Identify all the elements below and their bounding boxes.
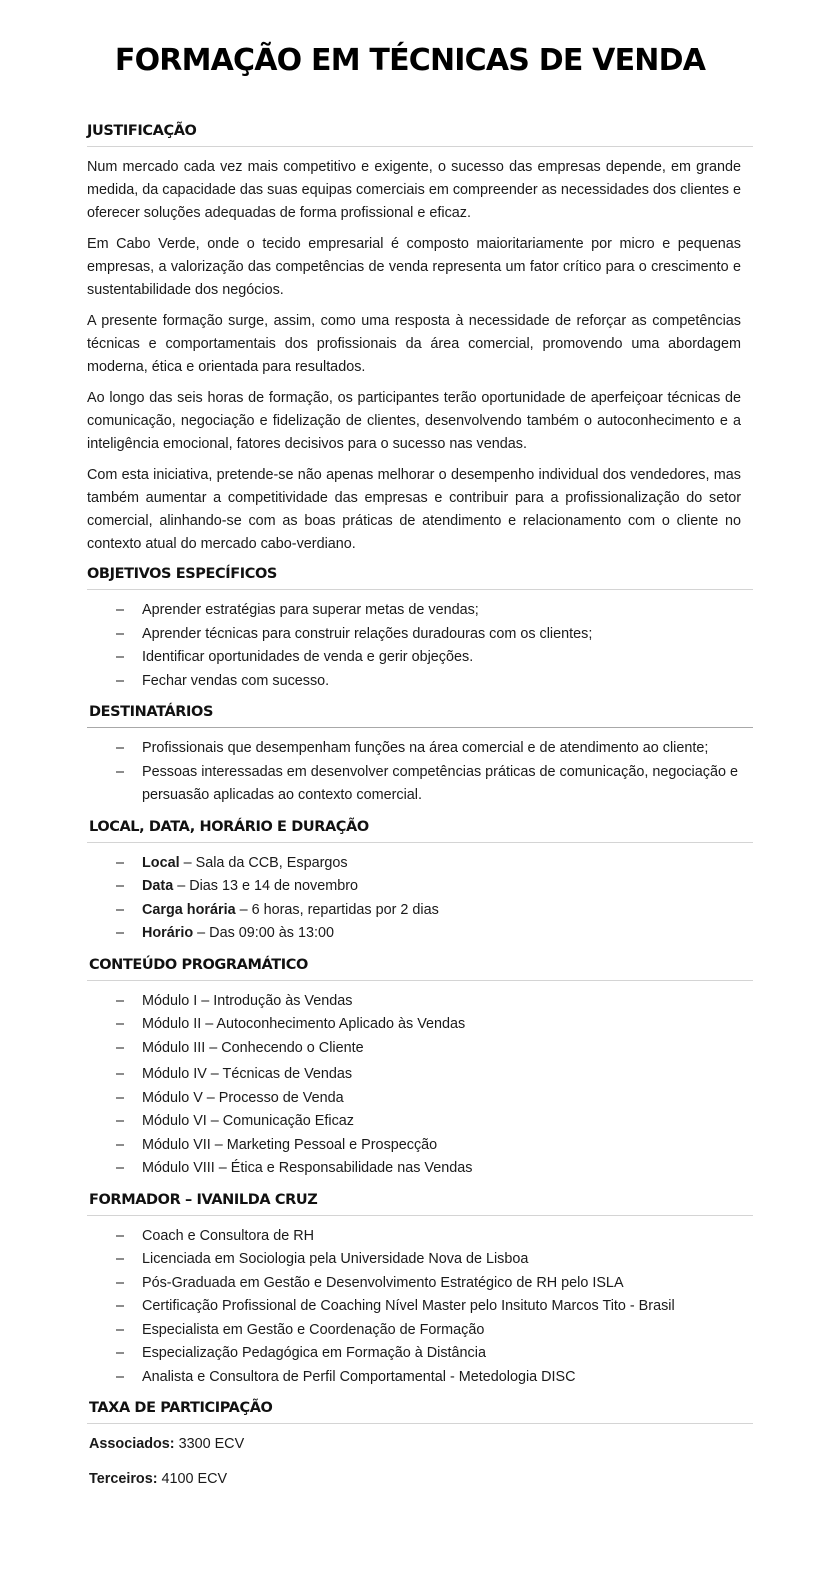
item-label: Horário bbox=[142, 925, 194, 941]
dash-bullet-icon: – bbox=[116, 854, 125, 871]
item-value: – Das 09:00 às 13:00 bbox=[193, 925, 334, 941]
section-justificacao bbox=[87, 121, 753, 556]
section-heading-local: LOCAL, DATA, HORÁRIO E DURAÇÃO bbox=[87, 817, 753, 843]
dash-bullet-icon: – bbox=[116, 1251, 125, 1267]
list-item bbox=[87, 1366, 747, 1390]
dash-bullet-icon: – bbox=[116, 649, 125, 665]
fee-label: Associados: bbox=[89, 1436, 175, 1452]
dash-bullet-icon: – bbox=[116, 672, 125, 689]
section-heading-objetivos: OBJETIVOS ESPECÍFICOS bbox=[87, 564, 753, 590]
dash-bullet-icon: – bbox=[116, 1298, 125, 1314]
list-item bbox=[87, 1110, 747, 1134]
section-local bbox=[87, 817, 753, 946]
fee-label: Terceiros: bbox=[89, 1471, 158, 1487]
dash-bullet-icon: – bbox=[116, 1039, 125, 1056]
item-value: – Dias 13 e 14 de novembro bbox=[173, 878, 358, 894]
paragraph: A presente formação surge, assim, como uma resposta à necessidade de reforçar as competências técnicas e comportamentais dos profissionais da área comercial, promovendo uma abordagem moderna, ética e orientada para resultados. bbox=[87, 313, 741, 375]
dash-bullet-icon: – bbox=[116, 740, 125, 756]
document-title: FORMAÇÃO EM TÉCNICAS DE VENDA bbox=[114, 43, 706, 78]
list-item bbox=[87, 1272, 747, 1296]
list-item bbox=[87, 737, 747, 761]
section-destinatarios bbox=[87, 702, 753, 808]
section-formador bbox=[87, 1190, 753, 1390]
section-heading-justificacao: JUSTIFICAÇÃO bbox=[87, 121, 753, 147]
local-list bbox=[87, 852, 753, 946]
list-item-text: Especialista em Gestão e Coordenação de Formação bbox=[142, 1321, 485, 1338]
list-item-text: Pós-Graduada em Gestão e Desenvolvimento Estratégico de RH pelo ISLA bbox=[142, 1274, 624, 1291]
list-item-text: Pessoas interessadas em desenvolver competências práticas de comunicação, negociação e persuasão aplicadas ao contexto comercial. bbox=[142, 763, 738, 803]
list-item bbox=[87, 1248, 747, 1272]
list-item bbox=[87, 646, 747, 670]
list-item-text: Aprender estratégias para superar metas de vendas; bbox=[142, 602, 479, 618]
item-value: – 6 horas, repartidas por 2 dias bbox=[235, 901, 439, 918]
list-item-text: Módulo III – Conhecendo o Cliente bbox=[142, 1039, 364, 1056]
item-label: Data bbox=[142, 878, 174, 894]
dash-bullet-icon: – bbox=[116, 878, 125, 894]
item-value: – Sala da CCB, Espargos bbox=[179, 854, 348, 871]
fee-value: 3300 ECV bbox=[174, 1436, 245, 1452]
dash-bullet-icon: – bbox=[116, 1274, 125, 1291]
dash-bullet-icon: – bbox=[116, 1016, 125, 1032]
list-item bbox=[87, 990, 747, 1014]
section-conteudo bbox=[87, 955, 753, 1181]
list-item-text: Módulo I – Introdução às Vendas bbox=[142, 992, 353, 1009]
dash-bullet-icon: – bbox=[116, 1368, 125, 1385]
list-item-text: Módulo II – Autoconhecimento Aplicado às Vendas bbox=[142, 1016, 466, 1032]
item-label: Carga horária bbox=[142, 901, 236, 918]
list-item bbox=[87, 1319, 747, 1343]
item-label: Local bbox=[142, 854, 180, 871]
dash-bullet-icon: – bbox=[116, 1321, 125, 1338]
conteudo-list bbox=[87, 990, 753, 1181]
section-heading-conteudo: CONTEÚDO PROGRAMÁTICO bbox=[87, 955, 753, 981]
list-item-text: Identificar oportunidades de venda e gerir objeções. bbox=[142, 649, 474, 665]
section-heading-destinatarios: DESTINATÁRIOS bbox=[87, 702, 753, 728]
list-item bbox=[87, 1225, 747, 1249]
list-item-text: Analista e Consultora de Perfil Comportamental - Metedologia DISC bbox=[142, 1368, 576, 1385]
section-objetivos bbox=[87, 564, 753, 693]
destinatarios-list bbox=[87, 737, 753, 808]
dash-bullet-icon: – bbox=[116, 925, 125, 941]
section-heading-formador: FORMADOR – IVANILDA CRUZ bbox=[87, 1190, 753, 1216]
dash-bullet-icon: – bbox=[116, 1066, 125, 1082]
list-item bbox=[87, 1157, 747, 1181]
list-item bbox=[87, 1037, 747, 1061]
list-item-text: Licenciada em Sociologia pela Universidade Nova de Lisboa bbox=[142, 1251, 529, 1267]
dash-bullet-icon: – bbox=[116, 1136, 125, 1153]
list-item bbox=[87, 1063, 747, 1087]
list-item bbox=[87, 670, 747, 694]
dash-bullet-icon: – bbox=[116, 763, 125, 780]
objetivos-list bbox=[87, 599, 753, 693]
list-item bbox=[87, 1295, 747, 1319]
dash-bullet-icon: – bbox=[116, 1113, 125, 1129]
dash-bullet-icon: – bbox=[116, 1345, 125, 1361]
list-item bbox=[87, 1134, 747, 1158]
dash-bullet-icon: – bbox=[116, 1227, 125, 1244]
section-heading-taxa: TAXA DE PARTICIPAÇÃO bbox=[87, 1398, 753, 1424]
list-item-text: Especialização Pedagógica em Formação à Distância bbox=[142, 1345, 486, 1361]
dash-bullet-icon: – bbox=[116, 1160, 125, 1176]
list-item bbox=[87, 599, 747, 623]
fee-terceiros bbox=[87, 1468, 753, 1491]
dash-bullet-icon: – bbox=[116, 625, 125, 642]
dash-bullet-icon: – bbox=[116, 1089, 125, 1106]
list-item bbox=[87, 1342, 747, 1366]
list-item bbox=[87, 852, 747, 876]
formador-list bbox=[87, 1225, 753, 1390]
list-item bbox=[87, 623, 747, 647]
list-item bbox=[87, 761, 747, 808]
paragraph: Ao longo das seis horas de formação, os participantes terão oportunidade de aperfeiçoar técnicas de comunicação, negociação e fidelização de clientes, desenvolvendo também o autoconhecimento e a inteligência emocional, fatores decisivos para o sucesso nas vendas. bbox=[87, 390, 741, 452]
list-item-text: Módulo VI – Comunicação Eficaz bbox=[142, 1113, 354, 1129]
paragraph: Em Cabo Verde, onde o tecido empresarial é composto maioritariamente por micro e pequenas empresas, a valorização das competências de venda representa um fator crítico para o crescimento e sustentabilidade dos negócios. bbox=[87, 236, 741, 298]
list-item-text: Coach e Consultora de RH bbox=[142, 1227, 314, 1244]
list-item-text: Fechar vendas com sucesso. bbox=[142, 672, 330, 689]
paragraph: Num mercado cada vez mais competitivo e exigente, o sucesso das empresas depende, em grande medida, da capacidade das suas equipas comerciais em compreender as necessidades dos clientes e oferecer soluções adequadas de forma profissional e eficaz. bbox=[87, 159, 741, 221]
dash-bullet-icon: – bbox=[116, 992, 125, 1009]
list-item-text: Certificação Profissional de Coaching Nível Master pelo Insituto Marcos Tito - Brasil bbox=[142, 1298, 675, 1314]
list-item bbox=[87, 899, 747, 923]
fee-value: 4100 ECV bbox=[157, 1471, 228, 1487]
list-item-text: Módulo VIII – Ética e Responsabilidade nas Vendas bbox=[142, 1160, 473, 1176]
list-item-text: Profissionais que desempenham funções na área comercial e de atendimento ao cliente; bbox=[142, 740, 709, 756]
list-item bbox=[87, 1087, 747, 1111]
dash-bullet-icon: – bbox=[116, 901, 125, 918]
list-item bbox=[87, 875, 747, 899]
dash-bullet-icon: – bbox=[116, 602, 125, 618]
list-item bbox=[87, 1013, 747, 1037]
section-taxa bbox=[87, 1398, 753, 1491]
paragraph: Com esta iniciativa, pretende-se não apenas melhorar o desempenho individual dos vendedores, mas também aumentar a competitividade das empresas e contribuir para a profissionalização do setor comercial, alinhando-se com as boas práticas de atendimento e relacionamento com o cliente no contexto atual do mercado cabo-verdiano. bbox=[87, 467, 741, 552]
list-item-text: Aprender técnicas para construir relações duradouras com os clientes; bbox=[142, 625, 593, 642]
list-item-text: Módulo V – Processo de Venda bbox=[142, 1089, 344, 1106]
list-item-text: Módulo IV – Técnicas de Vendas bbox=[142, 1066, 353, 1082]
fee-associados bbox=[87, 1433, 753, 1456]
list-item bbox=[87, 922, 747, 946]
list-item-text: Módulo VII – Marketing Pessoal e Prospecção bbox=[142, 1136, 438, 1153]
